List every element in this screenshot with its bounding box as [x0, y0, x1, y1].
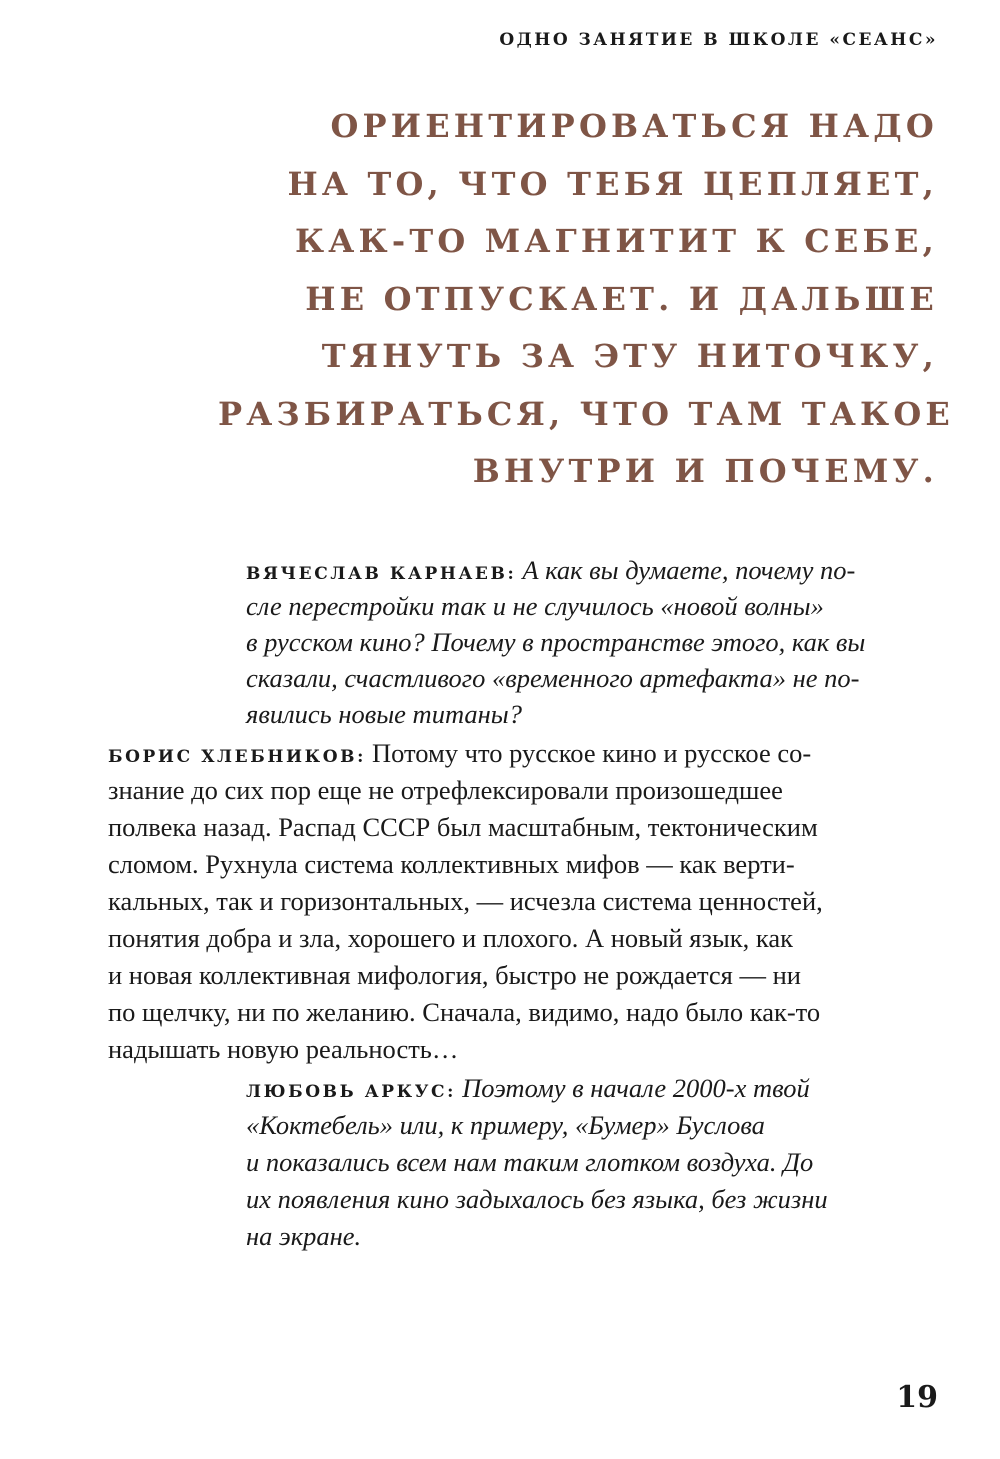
pull-quote-line: НА ТО, ЧТО ТЕБЯ ЦЕПЛЯЕТ, — [287, 164, 938, 203]
pull-quote-line: ВНУТРИ И ПОЧЕМУ. — [472, 452, 938, 490]
dialogue-line: и показались всем нам таким глотком воздуха. До — [246, 1147, 814, 1177]
pull-quote-line: ОРИЕНТИРОВАТЬСЯ НАДО — [330, 107, 938, 145]
dialogue-line — [108, 735, 811, 775]
karnaev-text: А как вы думаете, почему по- — [522, 555, 856, 585]
page-number: 19 — [896, 1380, 938, 1415]
dialogue-line: по щелчку, ни по желанию. Сначала, видимо, надо было как-то — [108, 997, 821, 1027]
dialogue-line: «Коктебель» или, к примеру, «Бумер» Буслова — [246, 1110, 765, 1140]
dialogue-line: сле перестройки так и не случилось «новой волны» — [246, 591, 824, 621]
dialogue-line: сломом. Рухнула система коллективных мифов — как верти- — [108, 849, 795, 879]
khlebnikov-text: Потому что русское кино и русское со- — [371, 738, 812, 768]
pull-quote — [218, 98, 955, 501]
dialogue-line: на экране. — [246, 1221, 362, 1251]
dialogue-line — [246, 552, 855, 592]
dialogue-line: явились новые титаны? — [246, 699, 522, 729]
pull-quote-line: РАЗБИРАТЬСЯ, ЧТО ТАМ ТАКОЕ — [218, 394, 955, 433]
speaker-name-karnaev: ВЯЧЕСЛАВ КАРНАЕВ: — [246, 564, 517, 584]
pull-quote-line: НЕ ОТПУСКАЕТ. И ДАЛЬШЕ — [305, 279, 938, 318]
pull-quote-line: ТЯНУТЬ ЗА ЭТУ НИТОЧКУ, — [321, 337, 938, 375]
dialogue-line — [246, 1070, 810, 1110]
dialogue-line: сказали, счастливого «временного артефакта» не по- — [246, 663, 860, 693]
dialogue-line: надышать новую реальность… — [108, 1034, 459, 1064]
speaker-name-arkus: ЛЮБОВЬ АРКУС: — [246, 1082, 457, 1102]
dialogue-line: кальных, так и горизонтальных, — исчезла система ценностей, — [108, 886, 823, 916]
dialogue-line: полвека назад. Распад СССР был масштабным, тектоническим — [108, 812, 818, 842]
arkus-text: Поэтому в начале 2000-х твой — [462, 1073, 810, 1103]
speaker-name-khlebnikov: БОРИС ХЛЕБНИКОВ: — [108, 747, 366, 767]
dialogue-line: и новая коллективная мифология, быстро не рождается — ни — [108, 960, 801, 990]
dialogue-line: понятия добра и зла, хорошего и плохого. А новый язык, как — [108, 923, 794, 953]
dialogue-line: в русском кино? Почему в пространстве этого, как вы — [246, 627, 866, 657]
dialogue-line: их появления кино задыхалось без языка, без жизни — [246, 1184, 828, 1214]
running-head: ОДНО ЗАНЯТИЕ В ШКОЛЕ «СЕАНС» — [499, 30, 938, 50]
dialogue-line: знание до сих пор еще не отрефлексировали произошедшее — [108, 775, 783, 805]
pull-quote-line: КАК-ТО МАГНИТИТ К СЕБЕ, — [294, 222, 938, 260]
